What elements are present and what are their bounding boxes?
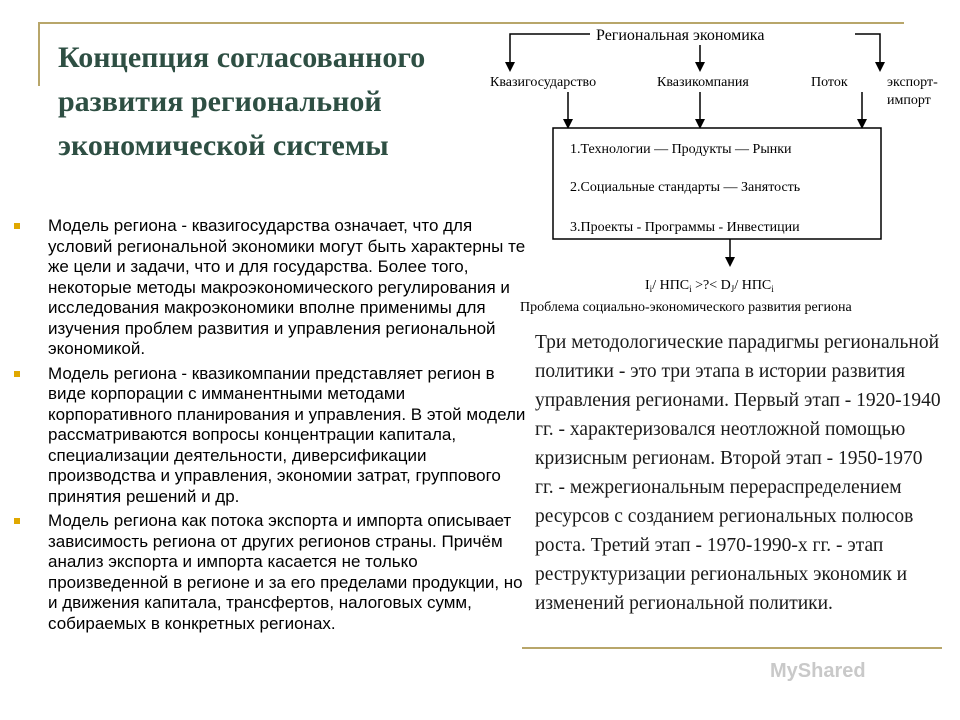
bullet-text: Модель региона как потока экспорта и импорта описывает зависимость региона от других регионов страны. Причём анализ экспорта и импорта касается не только произведенной в регионе и за его пределами продукции, но и движения капитала, трансфертов, налоговых сумм, собираемых в конкретных регионах.	[48, 511, 523, 633]
box-line: 3.Проекты - Программы - Инвестиции	[570, 220, 800, 235]
formula-part: J	[730, 284, 735, 294]
formula-part: i	[689, 284, 692, 294]
model-export: экспорт-	[887, 75, 938, 90]
box-line: 2.Социальные стандарты — Занятость	[570, 180, 801, 195]
bullet-text: Модель региона - квазигосударства означает, что для условий региональной экономики могут быть характерны те же цели и задачи, что и для государства. Более того, некоторые методы макроэкономического регулирования и исследования макроэкономики вполне применимы для изучения проблем развития и управления региональной экономикой.	[48, 216, 526, 358]
paradigms-paragraph: Три методологические парадигмы региональной политики - это три этапа в истории развития управления регионами. Первый этап - 1920-1940 гг. - характеризовался неотложной помощью кризисным регионам. Второй этап - 1950-1970 гг. - межрегиональным перераспределением ресурсов с созданием региональных полюсов роста. Третий этап - 1970-1990-х гг. - этап реструктуризации региональных экономик и изменений региональной политики.	[535, 332, 941, 614]
list-item	[10, 216, 530, 360]
formula-part: I	[645, 278, 650, 293]
diagram-header: Региональная экономика	[596, 27, 765, 44]
formula-part: / НПС	[734, 278, 772, 293]
bullet-icon	[14, 223, 20, 229]
bullet-text: Модель региона - квазикомпании представляет регион в виде корпорации с имманентными методами корпоративного планирования и управления. В этой модели рассматриваются вопросы концентрации капитала, специализации деятельности, диверсификации производства и управления, экономии затрат, группового принятия решений и др.	[48, 363, 526, 506]
formula-part: >?<	[691, 278, 721, 293]
model-import: импорт	[887, 93, 931, 108]
arrow-to-quasi-state	[510, 34, 590, 70]
list-item	[10, 364, 530, 508]
diagram-caption: Проблема социально-экономического развития региона	[520, 300, 852, 315]
model-flow: Поток	[811, 75, 848, 90]
list-item	[10, 511, 530, 634]
title-line: развития региональной	[58, 85, 382, 118]
model-quasi-state: Квазигосударство	[490, 75, 597, 90]
formula-part: D	[720, 278, 731, 293]
model-bullets	[10, 216, 530, 638]
title-line: Концепция согласованного	[58, 41, 426, 74]
model-quasi-company: Квазикомпания	[657, 75, 749, 90]
formula-part: / НПС	[652, 278, 690, 293]
formula-part: i	[771, 284, 774, 294]
bullet-icon	[14, 518, 20, 524]
title-line: экономической системы	[58, 129, 389, 162]
watermark-logo: MyShared	[770, 660, 866, 682]
box-line: 1.Технологии — Продукты — Рынки	[570, 142, 792, 157]
formula	[645, 278, 774, 294]
formula-part: i	[649, 284, 653, 294]
arrow-to-flow	[855, 34, 880, 70]
bullet-icon	[14, 371, 20, 377]
